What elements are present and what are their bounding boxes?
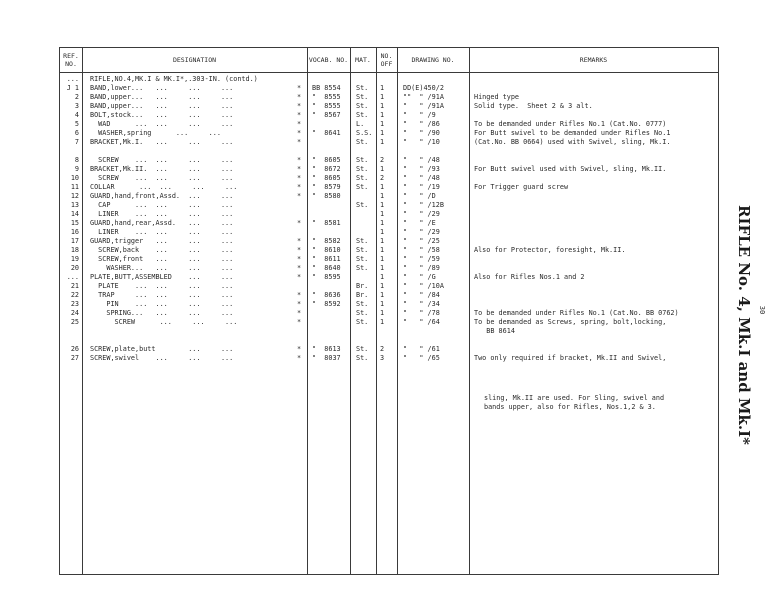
row-designation: BOLT,stock... ... ... ...: [90, 111, 234, 119]
row-ref: 18: [70, 246, 79, 254]
row-drawing-no: " " /78: [403, 309, 440, 317]
row-designation: WASHER,spring ... ...: [90, 129, 221, 137]
row-designation: SPRING... ... ... ...: [90, 309, 234, 317]
row-remarks: To be demanded under Rifles No.1 (Cat.No. 0777): [474, 120, 667, 128]
row-remarks: For Trigger guard screw: [474, 183, 569, 191]
row-no-off: 2: [380, 156, 385, 164]
row-material: St.: [356, 138, 369, 146]
row-drawing-no: " " /12B: [403, 201, 444, 209]
row-no-off: 2: [380, 174, 385, 182]
row-asterisk: *: [296, 183, 302, 191]
row-asterisk: *: [296, 345, 302, 353]
row-ref: 16: [70, 228, 79, 236]
row-ref: 22: [70, 291, 79, 299]
row-remarks: Also for Protector, foresight, Mk.II.: [474, 246, 626, 254]
row-drawing-no: " " /D: [403, 192, 436, 200]
row-vocab-no: " 8611: [312, 255, 341, 263]
row-remarks: For Butt swivel to be demanded under Rifles No.1: [474, 129, 671, 137]
row-designation: SCREW,plate,butt ... ...: [90, 345, 234, 353]
row-drawing-no: " " /9: [403, 111, 436, 119]
row-vocab-no: BB 8554: [312, 84, 341, 92]
row-drawing-no: " " /34: [403, 300, 440, 308]
row-designation: GUARD,trigger ... ... ...: [90, 237, 234, 245]
header-vocab: VOCAB. NO.: [308, 56, 349, 64]
row-no-off: 1: [380, 210, 385, 218]
row-drawing-no: " " /10A: [403, 282, 444, 290]
row-ref: 11: [70, 183, 79, 191]
row-ref: 25: [70, 318, 79, 326]
row-material: St.: [356, 102, 369, 110]
row-drawing-no: " " /25: [403, 237, 440, 245]
remarks-continuation: bands upper, also for Rifles, Nos.1,2 & 3.: [484, 403, 656, 411]
side-title: [724, 150, 767, 500]
row-no-off: 1: [380, 129, 385, 137]
row-designation: CAP ... ... ... ...: [90, 201, 234, 209]
row-drawing-no: DD(E)450/2: [403, 84, 444, 92]
row-drawing-no: " " /84: [403, 291, 440, 299]
row-remarks: Hinged type: [474, 93, 520, 101]
side-title-text: RIFLE No. 4, Mk.I and Mk.I*: [735, 205, 753, 445]
row-no-off: 1: [380, 84, 385, 92]
row-ref: 21: [70, 282, 79, 290]
row-asterisk: *: [296, 300, 302, 308]
intro-ref: ...: [66, 75, 79, 83]
header-mat: MAT.: [355, 56, 371, 64]
row-material: St.: [356, 264, 369, 272]
row-drawing-no: " " /64: [403, 318, 440, 326]
row-designation: BAND,lower... ... ... ...: [90, 84, 234, 92]
row-vocab-no: " 8555: [312, 102, 341, 110]
row-no-off: 1: [380, 282, 385, 290]
row-drawing-no: " " /90: [403, 129, 440, 137]
row-drawing-no: " " /29: [403, 228, 440, 236]
row-asterisk: *: [296, 264, 302, 272]
row-vocab-no: " 8580: [312, 192, 341, 200]
row-vocab-no: " 8605: [312, 174, 341, 182]
row-drawing-no: " " /E: [403, 219, 436, 227]
row-asterisk: *: [296, 246, 302, 254]
row-designation: LINER ... ... ... ...: [90, 210, 234, 218]
header-rule: [60, 72, 718, 73]
row-remarks: To be demanded under Rifles No.1 (Cat.No. BB 0762): [474, 309, 679, 317]
row-vocab-no: " 8636: [312, 291, 341, 299]
row-drawing-no: " " /86: [403, 120, 440, 128]
row-designation: SCREW,swivel ... ... ...: [90, 354, 234, 362]
row-designation: PIN ... ... ... ...: [90, 300, 234, 308]
row-remarks: For Butt swivel used with Swivel, sling, Mk.II.: [474, 165, 667, 173]
row-material: St.: [356, 165, 369, 173]
row-ref: 15: [70, 219, 79, 227]
row-asterisk: *: [296, 291, 302, 299]
row-ref: 9: [74, 165, 79, 173]
row-asterisk: *: [296, 255, 302, 263]
row-no-off: 1: [380, 219, 385, 227]
row-material: St.: [356, 255, 369, 263]
row-designation: BRACKET,Mk.I. ... ... ...: [90, 138, 234, 146]
row-drawing-no: " " /G: [403, 273, 436, 281]
row-ref: 7: [74, 138, 79, 146]
row-no-off: 1: [380, 228, 385, 236]
row-designation: BAND,upper... ... ... ...: [90, 102, 234, 110]
row-drawing-no: "" " /91A: [403, 93, 444, 101]
row-asterisk: *: [296, 192, 302, 200]
row-no-off: 1: [380, 120, 385, 128]
row-asterisk: *: [296, 138, 302, 146]
row-no-off: 1: [380, 93, 385, 101]
row-designation: BRACKET,Mk.II. ... ... ...: [90, 165, 234, 173]
row-no-off: 1: [380, 192, 385, 200]
col-divider: [376, 48, 377, 574]
row-no-off: 1: [380, 246, 385, 254]
row-ref: 8: [74, 156, 79, 164]
row-ref: 20: [70, 264, 79, 272]
row-remarks: BB 8614: [474, 327, 515, 335]
row-ref: ...: [66, 273, 79, 281]
row-material: St.: [356, 318, 369, 326]
row-drawing-no: " " /48: [403, 174, 440, 182]
row-asterisk: *: [296, 93, 302, 101]
row-drawing-no: " " /29: [403, 210, 440, 218]
row-material: St.: [356, 84, 369, 92]
row-drawing-no: " " /61: [403, 345, 440, 353]
row-designation: SCREW ... ... ...: [90, 318, 238, 326]
row-asterisk: *: [296, 84, 302, 92]
row-vocab-no: " 8567: [312, 111, 341, 119]
row-material: St.: [356, 156, 369, 164]
row-vocab-no: " 8640: [312, 264, 341, 272]
row-material: St.: [356, 300, 369, 308]
row-vocab-no: " 8592: [312, 300, 341, 308]
row-designation: LINER ... ... ... ...: [90, 228, 234, 236]
row-asterisk: *: [296, 120, 302, 128]
row-no-off: 1: [380, 318, 385, 326]
row-vocab-no: " 8672: [312, 165, 341, 173]
row-vocab-no: " 8595: [312, 273, 341, 281]
row-asterisk: *: [296, 111, 302, 119]
row-vocab-no: " 8613: [312, 345, 341, 353]
row-designation: WASHER... ... ... ...: [90, 264, 234, 272]
intro-designation: RIFLE,NO.4,MK.I & MK.I*,.303-IN. (contd.): [90, 75, 258, 83]
row-no-off: 1: [380, 255, 385, 263]
row-ref: J 1: [66, 84, 79, 92]
row-no-off: 1: [380, 273, 385, 281]
row-material: St.: [356, 237, 369, 245]
row-ref: 26: [70, 345, 79, 353]
page-number: 30: [758, 305, 767, 315]
header-designation: DESIGNATION: [172, 56, 217, 64]
row-designation: TRAP ... ... ... ...: [90, 291, 234, 299]
row-vocab-no: " 8555: [312, 93, 341, 101]
row-asterisk: *: [296, 102, 302, 110]
row-asterisk: *: [296, 174, 302, 182]
row-material: St.: [356, 309, 369, 317]
col-divider: [397, 48, 398, 574]
row-material: Br.: [356, 291, 369, 299]
row-no-off: 1: [380, 201, 385, 209]
col-divider: [350, 48, 351, 574]
row-no-off: 2: [380, 345, 385, 353]
row-designation: PLATE ... ... ... ...: [90, 282, 234, 290]
row-designation: BAND,upper... ... ... ...: [90, 93, 234, 101]
row-material: St.: [356, 201, 369, 209]
row-vocab-no: " 8610: [312, 246, 341, 254]
row-drawing-no: " " /59: [403, 255, 440, 263]
row-drawing-no: " " /89: [403, 264, 440, 272]
row-drawing-no: " " /93: [403, 165, 440, 173]
row-drawing-no: " " /58: [403, 246, 440, 254]
row-no-off: 1: [380, 102, 385, 110]
row-designation: GUARD,hand,front,Assd. ... ...: [90, 192, 234, 200]
row-material: St.: [356, 183, 369, 191]
row-ref: 6: [74, 129, 79, 137]
row-designation: WAD ... ... ... ...: [90, 120, 234, 128]
row-drawing-no: " " /65: [403, 354, 440, 362]
row-drawing-no: " " /19: [403, 183, 440, 191]
row-remarks: To be demanded as Screws, spring, bolt,locking,: [474, 318, 667, 326]
row-no-off: 1: [380, 111, 385, 119]
row-vocab-no: " 8605: [312, 156, 341, 164]
row-ref: 24: [70, 309, 79, 317]
row-asterisk: *: [296, 237, 302, 245]
row-asterisk: *: [296, 219, 302, 227]
row-designation: SCREW ... ... ... ...: [90, 156, 234, 164]
row-drawing-no: " " /10: [403, 138, 440, 146]
row-ref: 5: [74, 120, 79, 128]
row-no-off: 1: [380, 300, 385, 308]
row-material: Br.: [356, 282, 369, 290]
row-drawing-no: " " /91A: [403, 102, 444, 110]
row-material: L.: [356, 120, 365, 128]
row-no-off: 3: [380, 354, 385, 362]
row-drawing-no: " " /48: [403, 156, 440, 164]
row-designation: COLLAR ... ... ... ...: [90, 183, 238, 191]
row-remarks: (Cat.No. BB 0664) used with Swivel, sling, Mk.I.: [474, 138, 671, 146]
row-material: St.: [356, 246, 369, 254]
row-material: S.S.: [356, 129, 373, 137]
row-no-off: 1: [380, 165, 385, 173]
row-designation: PLATE,BUTT,ASSEMBLED ... ...: [90, 273, 234, 281]
row-no-off: 1: [380, 309, 385, 317]
row-no-off: 1: [380, 138, 385, 146]
row-asterisk: *: [296, 156, 302, 164]
row-material: St.: [356, 345, 369, 353]
row-ref: 4: [74, 111, 79, 119]
row-ref: 12: [70, 192, 79, 200]
col-divider: [469, 48, 470, 574]
row-no-off: 1: [380, 183, 385, 191]
row-ref: 14: [70, 210, 79, 218]
header-no-off: NO. OFF: [380, 52, 393, 68]
row-vocab-no: " 8582: [312, 237, 341, 245]
row-ref: 10: [70, 174, 79, 182]
row-ref: 23: [70, 300, 79, 308]
header-remarks: REMARKS: [579, 56, 608, 64]
row-material: St.: [356, 174, 369, 182]
row-material: St.: [356, 111, 369, 119]
row-asterisk: *: [296, 354, 302, 362]
row-designation: SCREW ... ... ... ...: [90, 174, 234, 182]
row-ref: 3: [74, 102, 79, 110]
row-no-off: 1: [380, 264, 385, 272]
row-ref: 2: [74, 93, 79, 101]
row-remarks: Also for Rifles Nos.1 and 2: [474, 273, 585, 281]
col-divider: [307, 48, 308, 574]
row-no-off: 1: [380, 291, 385, 299]
row-designation: SCREW,front ... ... ...: [90, 255, 234, 263]
row-designation: GUARD,hand,rear,Assd. ... ...: [90, 219, 234, 227]
row-ref: 27: [70, 354, 79, 362]
row-remarks: Solid type. Sheet 2 & 3 alt.: [474, 102, 593, 110]
row-asterisk: *: [296, 309, 302, 317]
row-vocab-no: " 8579: [312, 183, 341, 191]
row-ref: 13: [70, 201, 79, 209]
row-remarks: Two only required if bracket, Mk.II and Swivel,: [474, 354, 667, 362]
row-ref: 17: [70, 237, 79, 245]
row-material: St.: [356, 354, 369, 362]
row-vocab-no: " 8581: [312, 219, 341, 227]
row-designation: SCREW,back ... ... ...: [90, 246, 234, 254]
row-vocab-no: " 8641: [312, 129, 341, 137]
col-divider: [82, 48, 83, 574]
row-asterisk: *: [296, 129, 302, 137]
row-vocab-no: " 8037: [312, 354, 341, 362]
row-ref: 19: [70, 255, 79, 263]
header-ref: REF. NO.: [63, 52, 79, 68]
header-drawing: DRAWING NO.: [411, 56, 455, 64]
row-asterisk: *: [296, 273, 302, 281]
row-no-off: 1: [380, 237, 385, 245]
row-asterisk: *: [296, 318, 302, 326]
row-asterisk: *: [296, 165, 302, 173]
row-material: St.: [356, 93, 369, 101]
remarks-continuation: sling, Mk.II are used. For Sling, swivel and: [484, 394, 665, 402]
parts-table: [59, 47, 719, 575]
